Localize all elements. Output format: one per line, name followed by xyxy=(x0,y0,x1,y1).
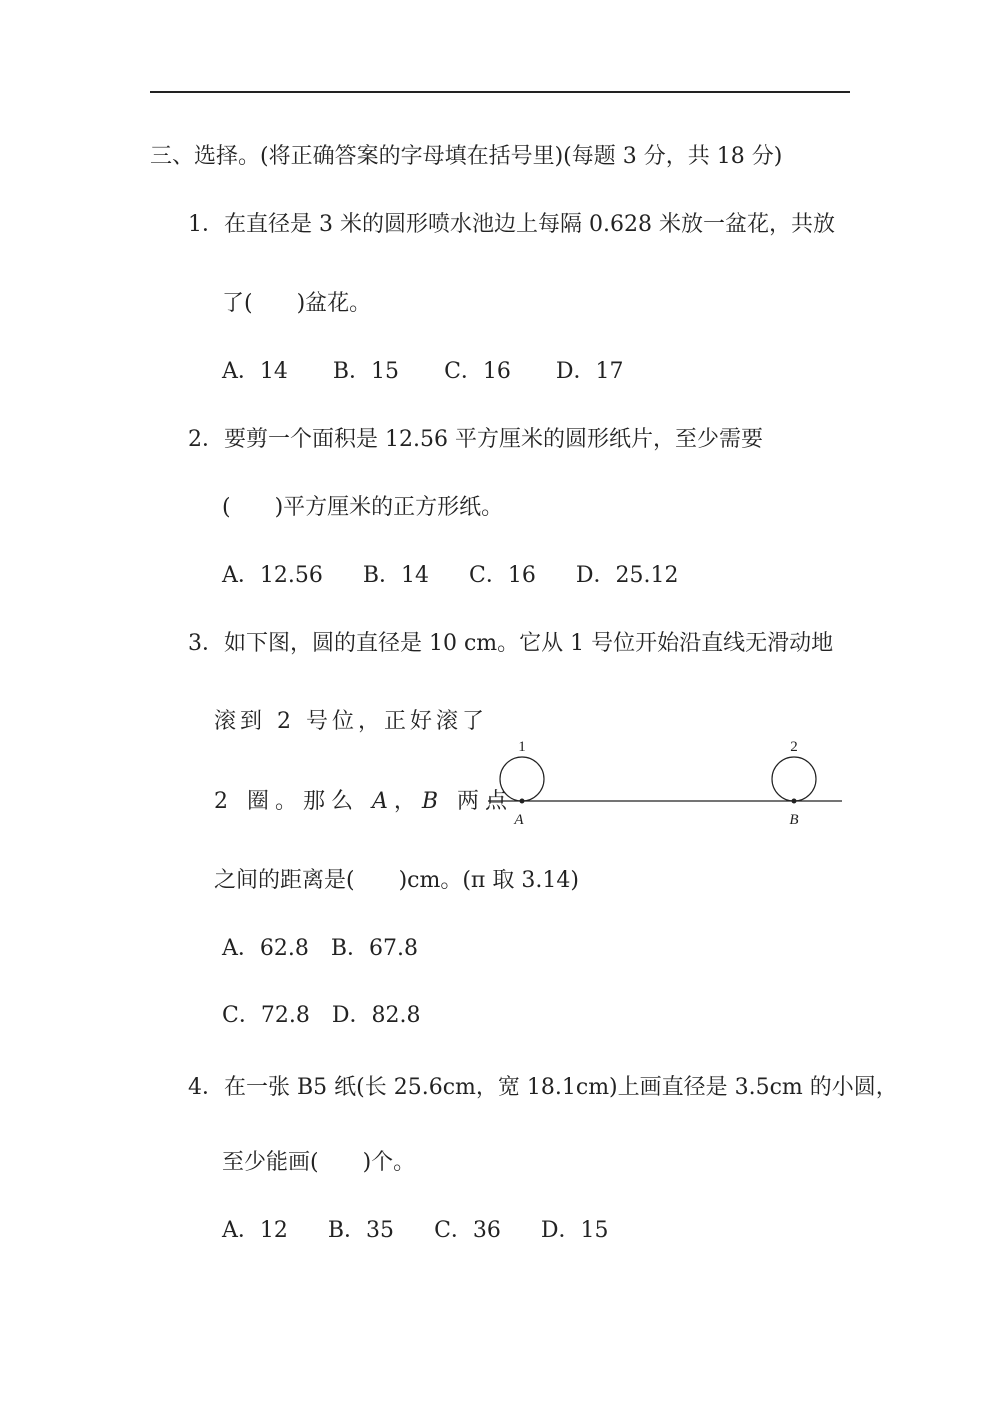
circle-position-1 xyxy=(500,757,544,801)
question-1-line-1: 1．在直径是 3 米的圆形喷水池边上每隔 0.628 米放一盆花，共放 xyxy=(188,212,835,237)
question-3-line-1: 3．如下图，圆的直径是 10 cm。它从 1 号位开始沿直线无滑动地 xyxy=(188,631,834,656)
header-rule xyxy=(150,91,850,93)
option-a: A．14 xyxy=(222,359,288,384)
point-a-label: A xyxy=(514,812,524,828)
line3-prefix: 2 圈。那么 xyxy=(214,789,372,814)
point-a-dot xyxy=(520,799,525,804)
option-a: A．12.56 xyxy=(222,563,323,588)
option-d: D．25.12 xyxy=(575,563,679,588)
question-3-options-row-1 xyxy=(222,935,418,963)
question-2-options xyxy=(222,562,679,590)
option-c: C．16 xyxy=(444,359,511,384)
option-d: D．82.8 xyxy=(331,1003,421,1028)
circle-position-2 xyxy=(772,757,816,801)
rolling-circle-figure xyxy=(485,735,850,835)
option-a: A．62.8 xyxy=(222,936,309,961)
question-2-line-2: ( )平方厘米的正方形纸。 xyxy=(222,495,504,520)
question-3-line-2: 滚到 2 号位，正好滚了 xyxy=(214,709,488,734)
question-4-line-2: 至少能画( )个。 xyxy=(222,1150,416,1175)
line3-sep: ， xyxy=(393,789,422,814)
option-b: B．67.8 xyxy=(330,936,419,961)
option-b: B．35 xyxy=(327,1218,395,1243)
option-a: A．12 xyxy=(222,1218,288,1243)
line3-suffix: 两点 xyxy=(444,789,514,814)
question-3-options-row-2 xyxy=(222,1002,420,1030)
section-title: 三、选择。(将正确答案的字母填在括号里)(每题 3 分，共 18 分) xyxy=(150,144,783,169)
position-2-label: 2 xyxy=(790,739,798,755)
option-c: C．16 xyxy=(469,563,536,588)
option-d: D．17 xyxy=(555,359,624,384)
question-1-options xyxy=(222,358,624,386)
question-3-line-3 xyxy=(214,788,513,816)
position-1-label: 1 xyxy=(518,739,526,755)
option-b: B．15 xyxy=(332,359,400,384)
question-1-line-2: 了( )盆花。 xyxy=(222,291,372,316)
point-b-text: B xyxy=(421,789,445,814)
option-d: D．15 xyxy=(540,1218,609,1243)
option-c: C．72.8 xyxy=(222,1003,310,1028)
question-3-line-4: 之间的距离是( )cm。(π 取 3.14) xyxy=(214,868,579,893)
point-b-label: B xyxy=(789,812,799,828)
point-b-dot xyxy=(792,799,797,804)
option-b: B．14 xyxy=(362,563,430,588)
question-2-line-1: 2．要剪一个面积是 12.56 平方厘米的圆形纸片，至少需要 xyxy=(188,427,763,452)
question-4-line-1: 4．在一张 B5 纸(长 25.6cm，宽 18.1cm)上画直径是 3.5cm 的小圆， xyxy=(188,1075,898,1100)
option-c: C．36 xyxy=(434,1218,501,1243)
question-4-options xyxy=(222,1217,609,1245)
rolling-circle-diagram xyxy=(485,735,850,835)
point-a-text: A xyxy=(371,789,394,814)
